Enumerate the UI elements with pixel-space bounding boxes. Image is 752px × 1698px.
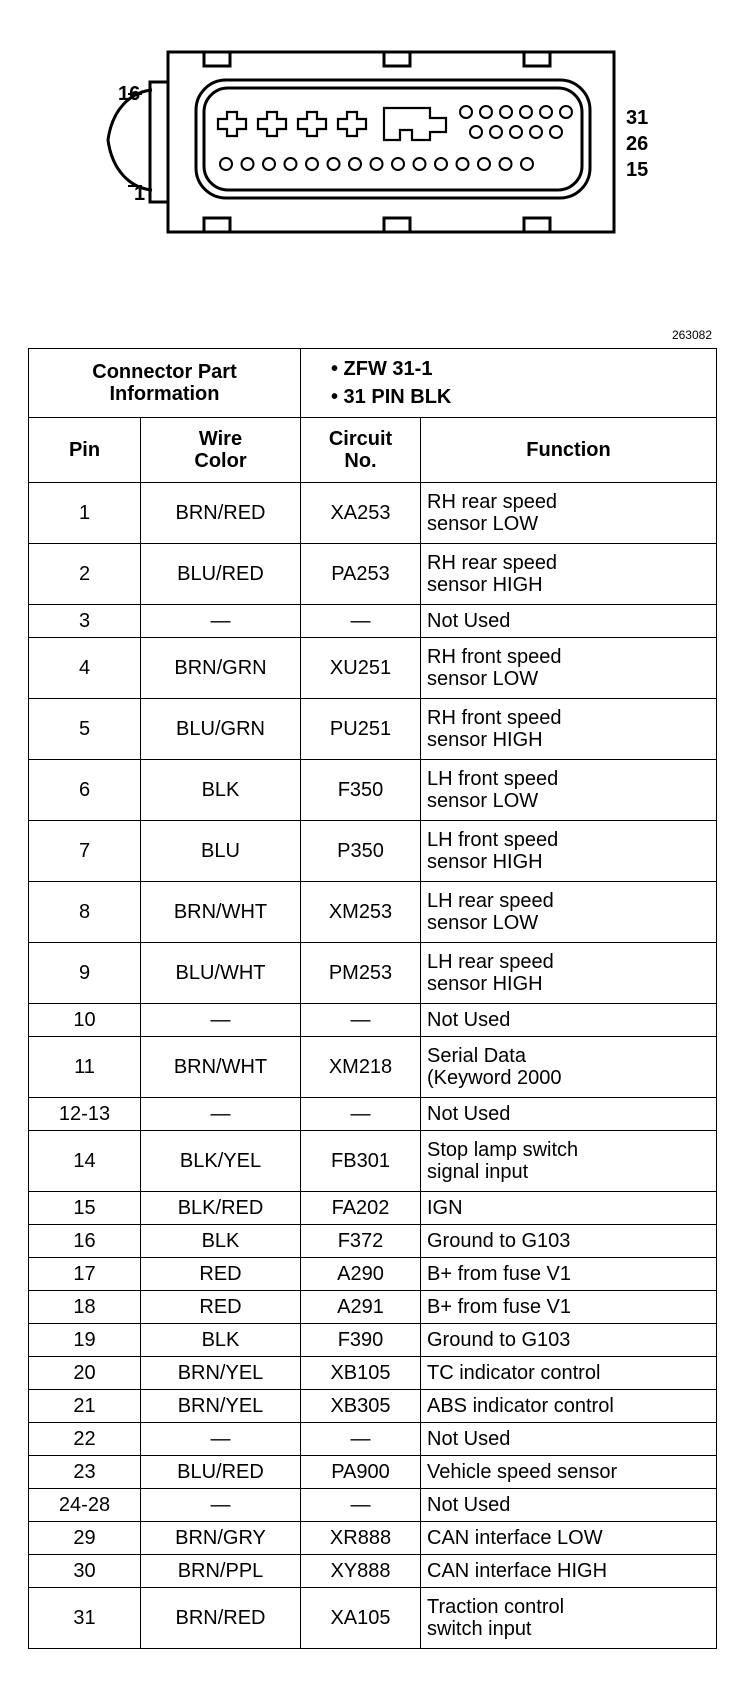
function-line: ABS indicator control [427,1395,614,1417]
table-row [29,1555,717,1588]
wire-color-cell: RED [141,1291,301,1324]
pin-cell: 15 [29,1192,141,1225]
wire-color-cell: BLU/RED [141,544,301,605]
function-line: signal input [427,1161,529,1183]
wire-color-cell: BRN/GRY [141,1522,301,1555]
wire-color-cell: — [141,1098,301,1131]
table-row [29,544,717,605]
table-row [29,1225,717,1258]
function-cell [421,1192,717,1225]
pin-label-26: 26 [626,133,649,155]
wire-color-cell: — [141,1423,301,1456]
function-line: switch input [427,1618,532,1640]
pin-cell: 3 [29,605,141,638]
pin-cell: 22 [29,1423,141,1456]
circuit-cell: — [301,1489,421,1522]
function-cell [421,1225,717,1258]
function-cell [421,1131,717,1192]
function-line: sensor HIGH [427,574,543,596]
pin-cell: 19 [29,1324,141,1357]
pin-cell: 29 [29,1522,141,1555]
column-header-row [29,418,717,483]
small-pin-cavity [220,158,232,170]
function-line: TC indicator control [427,1362,601,1384]
circuit-cell: XB105 [301,1357,421,1390]
connector-diagram [0,0,752,250]
small-pin-cavity [349,158,361,170]
circuit-cell: FB301 [301,1131,421,1192]
function-line: Ground to G103 [427,1230,571,1252]
wire-color-cell: BRN/GRN [141,638,301,699]
circuit-cell: — [301,1423,421,1456]
table-row [29,1037,717,1098]
connector-lever [108,90,152,190]
table-row [29,943,717,1004]
circuit-cell: A290 [301,1258,421,1291]
pin-cell: 11 [29,1037,141,1098]
function-cell [421,699,717,760]
circuit-cell: F372 [301,1225,421,1258]
function-cell [421,1489,717,1522]
wire-color-cell: — [141,605,301,638]
wire-color-cell: BLK/RED [141,1192,301,1225]
function-line: sensor LOW [427,912,539,934]
function-cell [421,544,717,605]
circuit-cell: PA253 [301,544,421,605]
small-pin-cavity [414,158,426,170]
connector-latch [150,82,168,202]
function-cell [421,1004,717,1037]
pin-cell: 6 [29,760,141,821]
header-line: Circuit [328,428,393,450]
small-pin-cavity [435,158,447,170]
pin-cell: 30 [29,1555,141,1588]
function-cell [421,821,717,882]
table-row [29,760,717,821]
key-block [384,108,446,140]
wire-color-cell: BRN/YEL [141,1390,301,1423]
circuit-cell: XU251 [301,638,421,699]
function-line: Stop lamp switch [427,1139,579,1161]
function-line: Serial Data [427,1045,526,1067]
wire-color-cell: RED [141,1258,301,1291]
function-cell [421,1037,717,1098]
small-pin-cavity [392,158,404,170]
pin-cell: 17 [29,1258,141,1291]
large-pin-cavity [338,112,366,136]
circuit-cell: — [301,1004,421,1037]
small-pin-cavity [500,106,512,118]
small-pin-cavity [478,158,490,170]
table-row [29,638,717,699]
circuit-cell: XM253 [301,882,421,943]
function-line: Traction control [427,1596,565,1618]
wire-color-cell: BRN/RED [141,483,301,544]
pin-label-1: 1 [134,183,146,205]
function-line: Ground to G103 [427,1329,571,1351]
wire-color-cell: BLK [141,1225,301,1258]
function-line: B+ from fuse V1 [427,1296,571,1318]
small-pin-cavity [521,158,533,170]
circuit-cell: F350 [301,760,421,821]
pin-cell: 18 [29,1291,141,1324]
function-line: IGN [427,1197,463,1219]
small-pin-cavity [263,158,275,170]
function-line: (Keyword 2000 [427,1067,562,1089]
pin-cell: 7 [29,821,141,882]
figure-code: 263082 [671,328,712,342]
function-line: LH rear speed [427,890,554,912]
table-row [29,1423,717,1456]
function-cell [421,1357,717,1390]
housing-tab [204,218,230,232]
small-pin-cavity [285,158,297,170]
wire-color-cell: BRN/WHT [141,1037,301,1098]
pin-label-31: 31 [626,107,649,129]
wire-color-cell: BRN/RED [141,1588,301,1649]
large-pin-cavity [298,112,326,136]
function-line: Not Used [427,610,511,632]
table-row [29,1324,717,1357]
function-cell [421,943,717,1004]
large-pin-cavity [218,112,246,136]
function-line: sensor LOW [427,790,539,812]
wire-color-cell: BRN/PPL [141,1555,301,1588]
pin-cell: 5 [29,699,141,760]
circuit-cell: P350 [301,821,421,882]
function-cell [421,1456,717,1489]
header-line: Color [194,450,247,472]
table-row [29,1522,717,1555]
small-pin-cavity [457,158,469,170]
wire-color-cell: BLK [141,760,301,821]
info-item: • 31 PIN BLK [331,386,452,408]
pin-cell: 23 [29,1456,141,1489]
circuit-cell: XM218 [301,1037,421,1098]
header-function: Function [421,418,717,483]
circuit-cell: PM253 [301,943,421,1004]
pin-cell: 10 [29,1004,141,1037]
circuit-cell: XB305 [301,1390,421,1423]
function-line: RH front speed [427,707,562,729]
function-cell [421,1423,717,1456]
table-row [29,1456,717,1489]
small-pin-cavity [328,158,340,170]
function-cell [421,638,717,699]
table-row [29,605,717,638]
large-pin-cavity [258,112,286,136]
function-cell [421,1098,717,1131]
pin-cell: 9 [29,943,141,1004]
function-cell [421,605,717,638]
function-line: Not Used [427,1009,511,1031]
function-line: sensor HIGH [427,973,543,995]
pin-cell: 31 [29,1588,141,1649]
small-pin-cavity [306,158,318,170]
circuit-cell: XY888 [301,1555,421,1588]
small-pin-cavity [510,126,522,138]
small-pin-cavity [560,106,572,118]
circuit-cell: F390 [301,1324,421,1357]
wire-color-cell: BLU/WHT [141,943,301,1004]
function-line: LH front speed [427,768,559,790]
pin-cell: 20 [29,1357,141,1390]
function-line: Not Used [427,1103,511,1125]
wire-color-cell: BRN/YEL [141,1357,301,1390]
header-circuit [301,418,421,483]
function-cell [421,1555,717,1588]
function-line: RH rear speed [427,552,558,574]
small-pin-cavity [480,106,492,118]
table-row [29,882,717,943]
small-pin-cavity [460,106,472,118]
wire-color-cell: — [141,1489,301,1522]
pin-cell: 8 [29,882,141,943]
circuit-cell: XA105 [301,1588,421,1649]
header-line: Wire [198,428,243,450]
circuit-cell: — [301,605,421,638]
table-row [29,821,717,882]
housing-tab [524,52,550,66]
header-pin: Pin [29,418,141,483]
function-line: RH rear speed [427,491,558,513]
small-pin-cavity [500,158,512,170]
small-pin-cavity [530,126,542,138]
info-item: • ZFW 31-1 [331,358,433,380]
wire-color-cell: BLU/RED [141,1456,301,1489]
function-cell [421,1522,717,1555]
wire-color-cell: BLK/YEL [141,1131,301,1192]
circuit-cell: A291 [301,1291,421,1324]
header-wire-color [141,418,301,483]
pin-cell: 24-28 [29,1489,141,1522]
function-line: Not Used [427,1494,511,1516]
housing-tab [384,52,410,66]
function-cell [421,1258,717,1291]
small-pin-cavity [470,126,482,138]
circuit-cell: PU251 [301,699,421,760]
function-line: CAN interface HIGH [427,1560,608,1582]
function-line: CAN interface LOW [427,1527,603,1549]
circuit-cell: FA202 [301,1192,421,1225]
connector-info-list [301,349,717,418]
circuit-cell: XR888 [301,1522,421,1555]
function-cell [421,1324,717,1357]
wire-color-cell: BLU/GRN [141,699,301,760]
connector-info-title [29,349,301,418]
pin-range-bracket [128,94,142,186]
function-line: sensor HIGH [427,729,543,751]
pin-cell: 12-13 [29,1098,141,1131]
pin-label-15: 15 [626,159,649,181]
connector-info-row [29,349,717,418]
function-line: RH front speed [427,646,562,668]
function-cell [421,760,717,821]
table-row [29,1489,717,1522]
function-line: LH rear speed [427,951,554,973]
circuit-cell: PA900 [301,1456,421,1489]
small-pin-cavity [550,126,562,138]
function-line: sensor LOW [427,668,539,690]
function-cell [421,1390,717,1423]
small-pin-cavity [490,126,502,138]
wire-color-cell: — [141,1004,301,1037]
function-line: sensor LOW [427,513,539,535]
table-row [29,1258,717,1291]
pin-cell: 1 [29,483,141,544]
pin-cell: 16 [29,1225,141,1258]
pin-cell: 2 [29,544,141,605]
header-line: No. [344,450,377,472]
small-pin-cavity [371,158,383,170]
wire-color-cell: BRN/WHT [141,882,301,943]
info-title-line: Connector Part [92,361,237,383]
function-line: B+ from fuse V1 [427,1263,571,1285]
table-row [29,483,717,544]
function-line: Not Used [427,1428,511,1450]
table-row [29,1588,717,1649]
table-row [29,1004,717,1037]
small-pin-cavity [520,106,532,118]
function-line: sensor HIGH [427,851,543,873]
table-row [29,1390,717,1423]
pin-label-16: 16 [118,83,141,105]
function-cell [421,1588,717,1649]
small-pin-cavity [540,106,552,118]
small-pin-cavity [242,158,254,170]
table-row [29,1098,717,1131]
table-row [29,699,717,760]
function-line: Vehicle speed sensor [427,1461,618,1483]
housing-tab [204,52,230,66]
table-row [29,1291,717,1324]
housing-tab [524,218,550,232]
wire-color-cell: BLK [141,1324,301,1357]
function-cell [421,1291,717,1324]
pin-cell: 14 [29,1131,141,1192]
table-row [29,1192,717,1225]
pin-cell: 21 [29,1390,141,1423]
table-row [29,1357,717,1390]
function-cell [421,882,717,943]
info-title-line: Information [109,383,220,405]
wire-color-cell: BLU [141,821,301,882]
table-row [29,1131,717,1192]
housing-tab [384,218,410,232]
function-line: LH front speed [427,829,559,851]
function-cell [421,483,717,544]
pin-cell: 4 [29,638,141,699]
pin-table [28,348,717,1649]
circuit-cell: XA253 [301,483,421,544]
circuit-cell: — [301,1098,421,1131]
